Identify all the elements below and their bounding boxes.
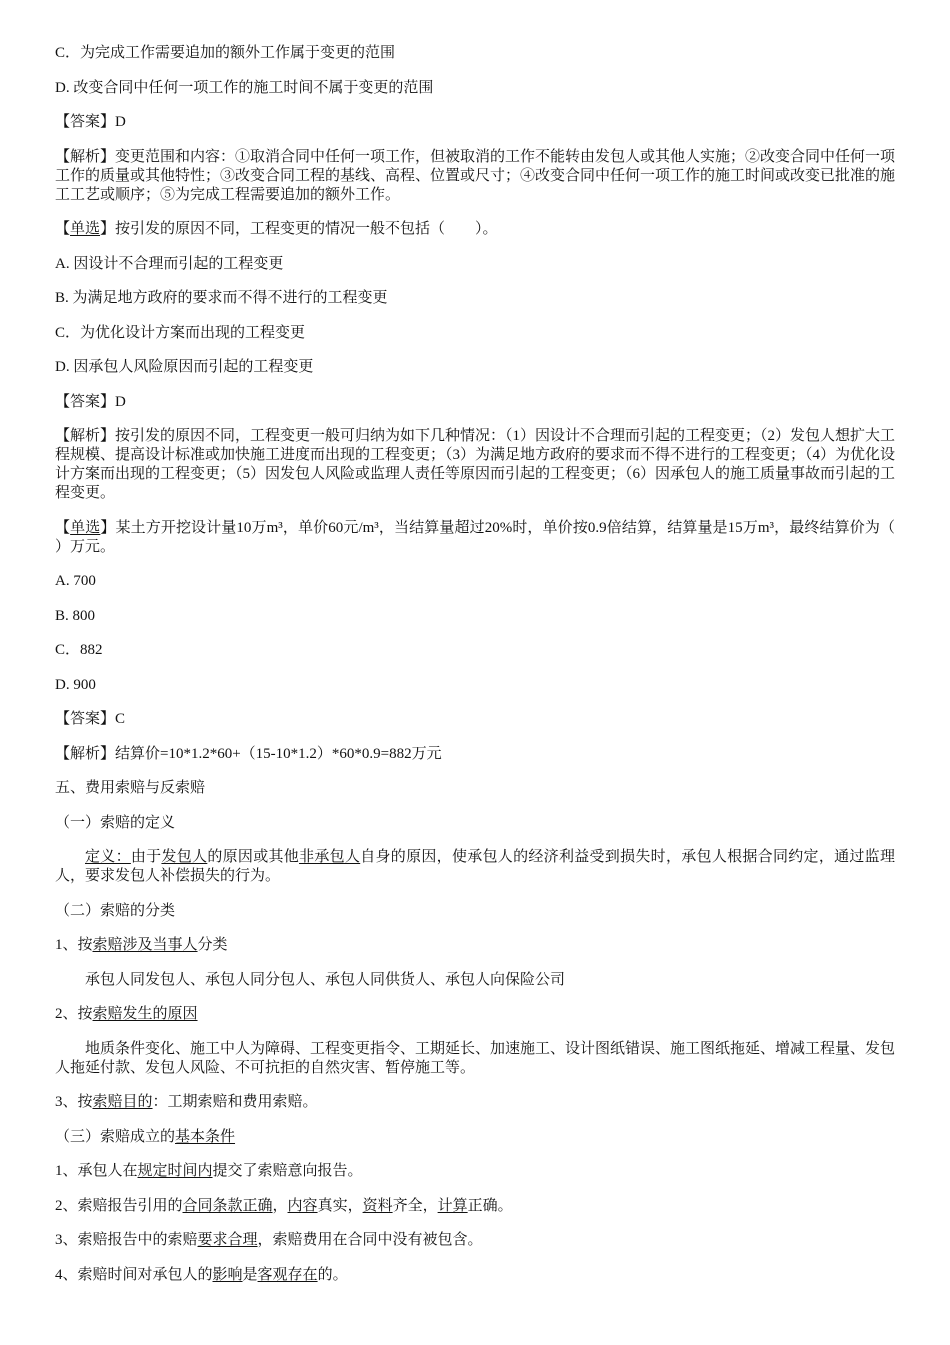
- c4-underlined-2: 客观存在: [257, 1266, 318, 1283]
- classification-item-1-body: 承包人同发包人、承包人同分包人、承包人同供货人、承包人向保险公司: [85, 971, 566, 988]
- q1-option-d: D. 改变合同中任何一项工作的施工时间不属于变更的范围: [55, 79, 434, 96]
- q2-answer: 【答案】D: [55, 393, 126, 410]
- q2-stem-text: 按引发的原因不同，工程变更的情况一般不包括（ ）。: [115, 221, 498, 237]
- q3-stem: [55, 519, 925, 557]
- q1-analysis: 【解析】变更范围和内容：①取消合同中任何一项工作，但被取消的工作不能转由发包人或其他人实施；②改变合同中任何一项工作的质量或其他特性；③改变合同工程的基线、高程、位置或尺寸；④改变合同中任何一项工作的施工时间或改变已批准的施工工艺或顺序；⑤为完成工程需要追加的额外工作。: [55, 148, 896, 203]
- item3-underlined: 索赔目的: [92, 1094, 153, 1110]
- c4-prefix: 4、索赔时间对承包人的: [55, 1266, 213, 1283]
- condition-2: [55, 1197, 895, 1216]
- classification-item-2-body: 地质条件变化、施工中人为障碍、工程变更指令、工期延长、加速施工、设计图纸错误、施工图纸拖延、增减工程量、发包人拖延付款、发包人风险、不可抗拒的自然灾害、暂停施工等。: [55, 1040, 896, 1076]
- classification-heading: （二）索赔的分类: [55, 902, 176, 919]
- definition-t1: 由于: [130, 849, 162, 865]
- c2-text-4: 正确。: [467, 1197, 513, 1214]
- q2-stem: [55, 220, 895, 239]
- q3-tag: 单选: [70, 519, 101, 536]
- definition-t3: 自身的原因，使承包人的经济利益受到损失时，承包人根据合同约定，通过监理人，要求发包人补偿损失的行为。: [55, 849, 895, 884]
- q2-tag-close: 】: [100, 221, 116, 237]
- item1-underlined: 索赔涉及当事人: [92, 937, 198, 953]
- c3-prefix: 3、索赔报告中的索赔: [55, 1232, 198, 1248]
- q3-option-b: B. 800: [55, 607, 96, 624]
- q1-option-c: C．为完成工作需要追加的额外工作属于变更的范围: [55, 45, 396, 61]
- condition-1: [55, 1162, 895, 1181]
- definition-label: 定义：: [85, 849, 131, 865]
- q3-tag-close: 】: [100, 519, 116, 536]
- c1-prefix: 1、承包人在: [55, 1163, 138, 1179]
- section-title: 五、费用索赔与反索赔: [55, 780, 206, 796]
- q2-tag-open: 【: [55, 221, 71, 237]
- c4-text-2: 的。: [317, 1266, 348, 1283]
- q2-analysis: 【解析】按引发的原因不同，工程变更一般可归纳为如下几种情况：（1）因设计不合理而引起的工程变更；（2）发包人想扩大工程规模、提高设计标准或加快施工进度而出现的工程变更；（3）为满足地方政府的要求而不得不进行的工程变更；（4）为优化设计方案而出现的工程变更；（5）因发包人风险或监理人责任等原因而引起的工程变更；（6）因承包人的施工质量事故而引起的工程变更。: [55, 428, 896, 501]
- q1-answer: 【答案】D: [55, 114, 126, 130]
- q2-option-a: A. 因设计不合理而引起的工程变更: [55, 255, 284, 272]
- definition-t2: 的原因或其他: [207, 849, 300, 865]
- c1-underlined: 规定时间内: [137, 1163, 213, 1179]
- c2-prefix: 2、索赔报告引用的: [55, 1197, 183, 1214]
- item1-prefix: 1、按: [55, 937, 93, 953]
- c2-underlined-1: 合同条款正确: [182, 1197, 273, 1214]
- q3-option-d: D. 900: [55, 676, 96, 693]
- q3-tag-open: 【: [55, 519, 71, 536]
- c2-underlined-4: 计算: [437, 1197, 468, 1214]
- item3-suffix: ：工期索赔和费用索赔。: [152, 1094, 318, 1110]
- classification-item-3: [55, 1093, 895, 1112]
- c3-underlined: 要求合理: [197, 1232, 258, 1248]
- q3-answer: 【答案】C: [55, 711, 126, 727]
- q2-tag: 单选: [70, 221, 101, 237]
- q3-stem-text: 某土方开挖设计量10万m³，单价60元/m³，当结算量超过20%时，单价按0.9倍结算，结算量是15万m³，最终结算价为（ ）万元。: [55, 519, 925, 555]
- condition-4: [55, 1266, 895, 1285]
- q3-analysis: 【解析】结算价=10*1.2*60+（15-10*1.2）*60*0.9=882万元: [55, 745, 442, 762]
- classification-item-1: [55, 936, 895, 955]
- item2-underlined: 索赔发生的原因: [92, 1006, 198, 1022]
- c2-text-3: 齐全，: [392, 1197, 438, 1214]
- c4-text-1: 是: [242, 1266, 258, 1283]
- c2-underlined-2: 内容: [287, 1197, 318, 1214]
- q3-option-c: C．882: [55, 642, 103, 658]
- item1-suffix: 分类: [197, 937, 228, 953]
- c4-underlined-1: 影响: [212, 1266, 243, 1283]
- q2-option-d: D. 因承包人风险原因而引起的工程变更: [55, 359, 314, 375]
- condition-3: [55, 1231, 895, 1250]
- classification-item-2: [55, 1005, 895, 1024]
- q2-option-b: B. 为满足地方政府的要求而不得不进行的工程变更: [55, 290, 388, 306]
- item2-prefix: 2、按: [55, 1006, 93, 1022]
- definition-heading: （一）索赔的定义: [55, 814, 176, 831]
- q3-option-a: A. 700: [55, 573, 96, 589]
- conditions-heading-prefix: （三）索赔成立的: [55, 1128, 176, 1145]
- c2-text-1: ，: [272, 1197, 288, 1214]
- q2-option-c: C．为优化设计方案而出现的工程变更: [55, 324, 306, 341]
- item3-prefix: 3、按: [55, 1094, 93, 1110]
- definition-text: [55, 848, 895, 886]
- conditions-heading-underlined: 基本条件: [175, 1128, 236, 1145]
- conditions-heading: [55, 1128, 895, 1147]
- c2-text-2: 真实，: [317, 1197, 363, 1214]
- definition-u2: 非承包人: [299, 849, 361, 865]
- c3-suffix: ，索赔费用在合同中没有被包含。: [257, 1232, 483, 1248]
- definition-u1: 发包人: [161, 849, 208, 865]
- c2-underlined-3: 资料: [362, 1197, 393, 1214]
- c1-suffix: 提交了索赔意向报告。: [212, 1163, 363, 1179]
